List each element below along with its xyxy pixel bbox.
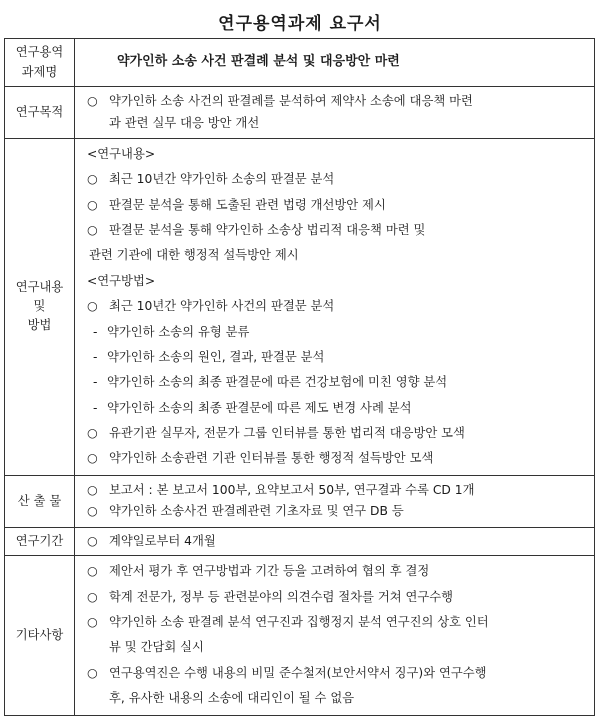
circle-bullet: ○	[87, 299, 98, 314]
label-line: 과제명	[21, 64, 58, 79]
circle-bullet: ○	[87, 425, 98, 440]
purpose-line-2: 과 관련 실무 대응 방안 개선	[109, 115, 260, 130]
etc-cell	[75, 555, 595, 715]
etc-item: 학계 전문가, 정부 등 관련분야의 의견수렴 절차를 거쳐 연구수행	[109, 589, 454, 604]
circle-bullet: ○	[87, 483, 98, 498]
dash-bullet: -	[93, 400, 98, 415]
output-item: 보고서 : 본 보고서 100부, 요약보고서 50부, 연구결과 수록 CD 1개	[109, 483, 475, 498]
method-sub-item: 약가인하 소송의 유형 분류	[107, 324, 250, 339]
circle-bullet: ○	[87, 451, 98, 466]
content-method-cell	[75, 139, 595, 476]
row-etc	[5, 555, 595, 715]
purpose-cell	[75, 87, 595, 139]
etc-item: 연구용역진은 수행 내용의 비밀 준수철저(보안서약서 징구)와 연구수행	[109, 665, 487, 680]
output-item: 약가인하 소송사건 판결례관련 기초자료 및 연구 DB 등	[109, 504, 404, 519]
circle-bullet: ○	[87, 589, 98, 604]
method-item: 약가인하 소송관련 기관 인터뷰를 통한 행정적 설득방안 모색	[109, 451, 434, 466]
etc-item-continuation: 후, 유사한 내용의 소송에 대리인이 될 수 없음	[109, 690, 355, 705]
content-item-continuation: 관련 기관에 대한 행정적 설득방안 제시	[89, 248, 299, 263]
dash-bullet: -	[93, 324, 98, 339]
dash-bullet: -	[93, 375, 98, 390]
circle-bullet: ○	[87, 504, 98, 519]
label-line: 및	[33, 299, 46, 314]
circle-bullet: ○	[87, 172, 98, 187]
circle-bullet: ○	[87, 197, 98, 212]
circle-bullet: ○	[87, 564, 98, 579]
label-output: 산 출 물	[5, 475, 75, 527]
label-etc: 기타사항	[5, 555, 75, 715]
label-line: 연구내용	[15, 280, 64, 295]
row-content-method	[5, 139, 595, 476]
label-purpose: 연구목적	[5, 87, 75, 139]
label-line: 방법	[27, 318, 52, 333]
project-name-value: 약가인하 소송 사건 판결례 분석 및 대응방안 마련	[117, 54, 400, 70]
circle-bullet: ○	[87, 94, 98, 109]
requirements-table	[4, 38, 595, 716]
circle-bullet: ○	[87, 665, 98, 680]
output-cell	[75, 475, 595, 527]
period-item: 계약일로부터 4개월	[109, 533, 216, 548]
period-cell	[75, 527, 595, 555]
label-line: 연구용역	[15, 45, 64, 60]
content-item: 최근 10년간 약가인하 소송의 판결문 분석	[109, 172, 335, 187]
purpose-line-1: 약가인하 소송 사건의 판결례를 분석하여 제약사 소송에 대응책 마련	[109, 94, 473, 109]
content-header: <연구내용>	[87, 147, 156, 161]
method-header: <연구방법>	[87, 273, 156, 288]
row-project-name	[5, 39, 595, 87]
method-item: 최근 10년간 약가인하 사건의 판결문 분석	[109, 299, 335, 314]
row-output	[5, 475, 595, 527]
method-item: 유관기관 실무자, 전문가 그룹 인터뷰를 통한 법리적 대응방안 모색	[109, 425, 465, 440]
label-project-name	[5, 39, 75, 87]
etc-item: 제안서 평가 후 연구방법과 기간 등을 고려하여 협의 후 결정	[109, 564, 430, 579]
row-period	[5, 527, 595, 555]
etc-item-continuation: 뷰 및 간담회 실시	[109, 640, 204, 655]
circle-bullet: ○	[87, 614, 98, 629]
row-purpose	[5, 87, 595, 139]
project-name-cell	[75, 39, 595, 87]
circle-bullet: ○	[87, 533, 98, 548]
label-period: 연구기간	[5, 527, 75, 555]
method-sub-item: 약가인하 소송의 최종 판결문에 따른 건강보험에 미친 영향 분석	[107, 375, 448, 390]
document-title: 연구용역과제 요구서	[218, 14, 382, 34]
content-item: 판결문 분석을 통해 약가인하 소송상 법리적 대응책 마련 및	[109, 223, 426, 238]
method-sub-item: 약가인하 소송의 최종 판결문에 따른 제도 변경 사례 분석	[107, 400, 412, 415]
method-sub-item: 약가인하 소송의 원인, 결과, 판결문 분석	[107, 349, 325, 364]
content-item: 판결문 분석을 통해 도출된 관련 법령 개선방안 제시	[109, 197, 386, 212]
circle-bullet: ○	[87, 223, 98, 238]
label-content-method	[5, 139, 75, 476]
etc-item: 약가인하 소송 판결례 분석 연구진과 집행정지 분석 연구진의 상호 인터	[109, 614, 489, 629]
dash-bullet: -	[93, 349, 98, 364]
